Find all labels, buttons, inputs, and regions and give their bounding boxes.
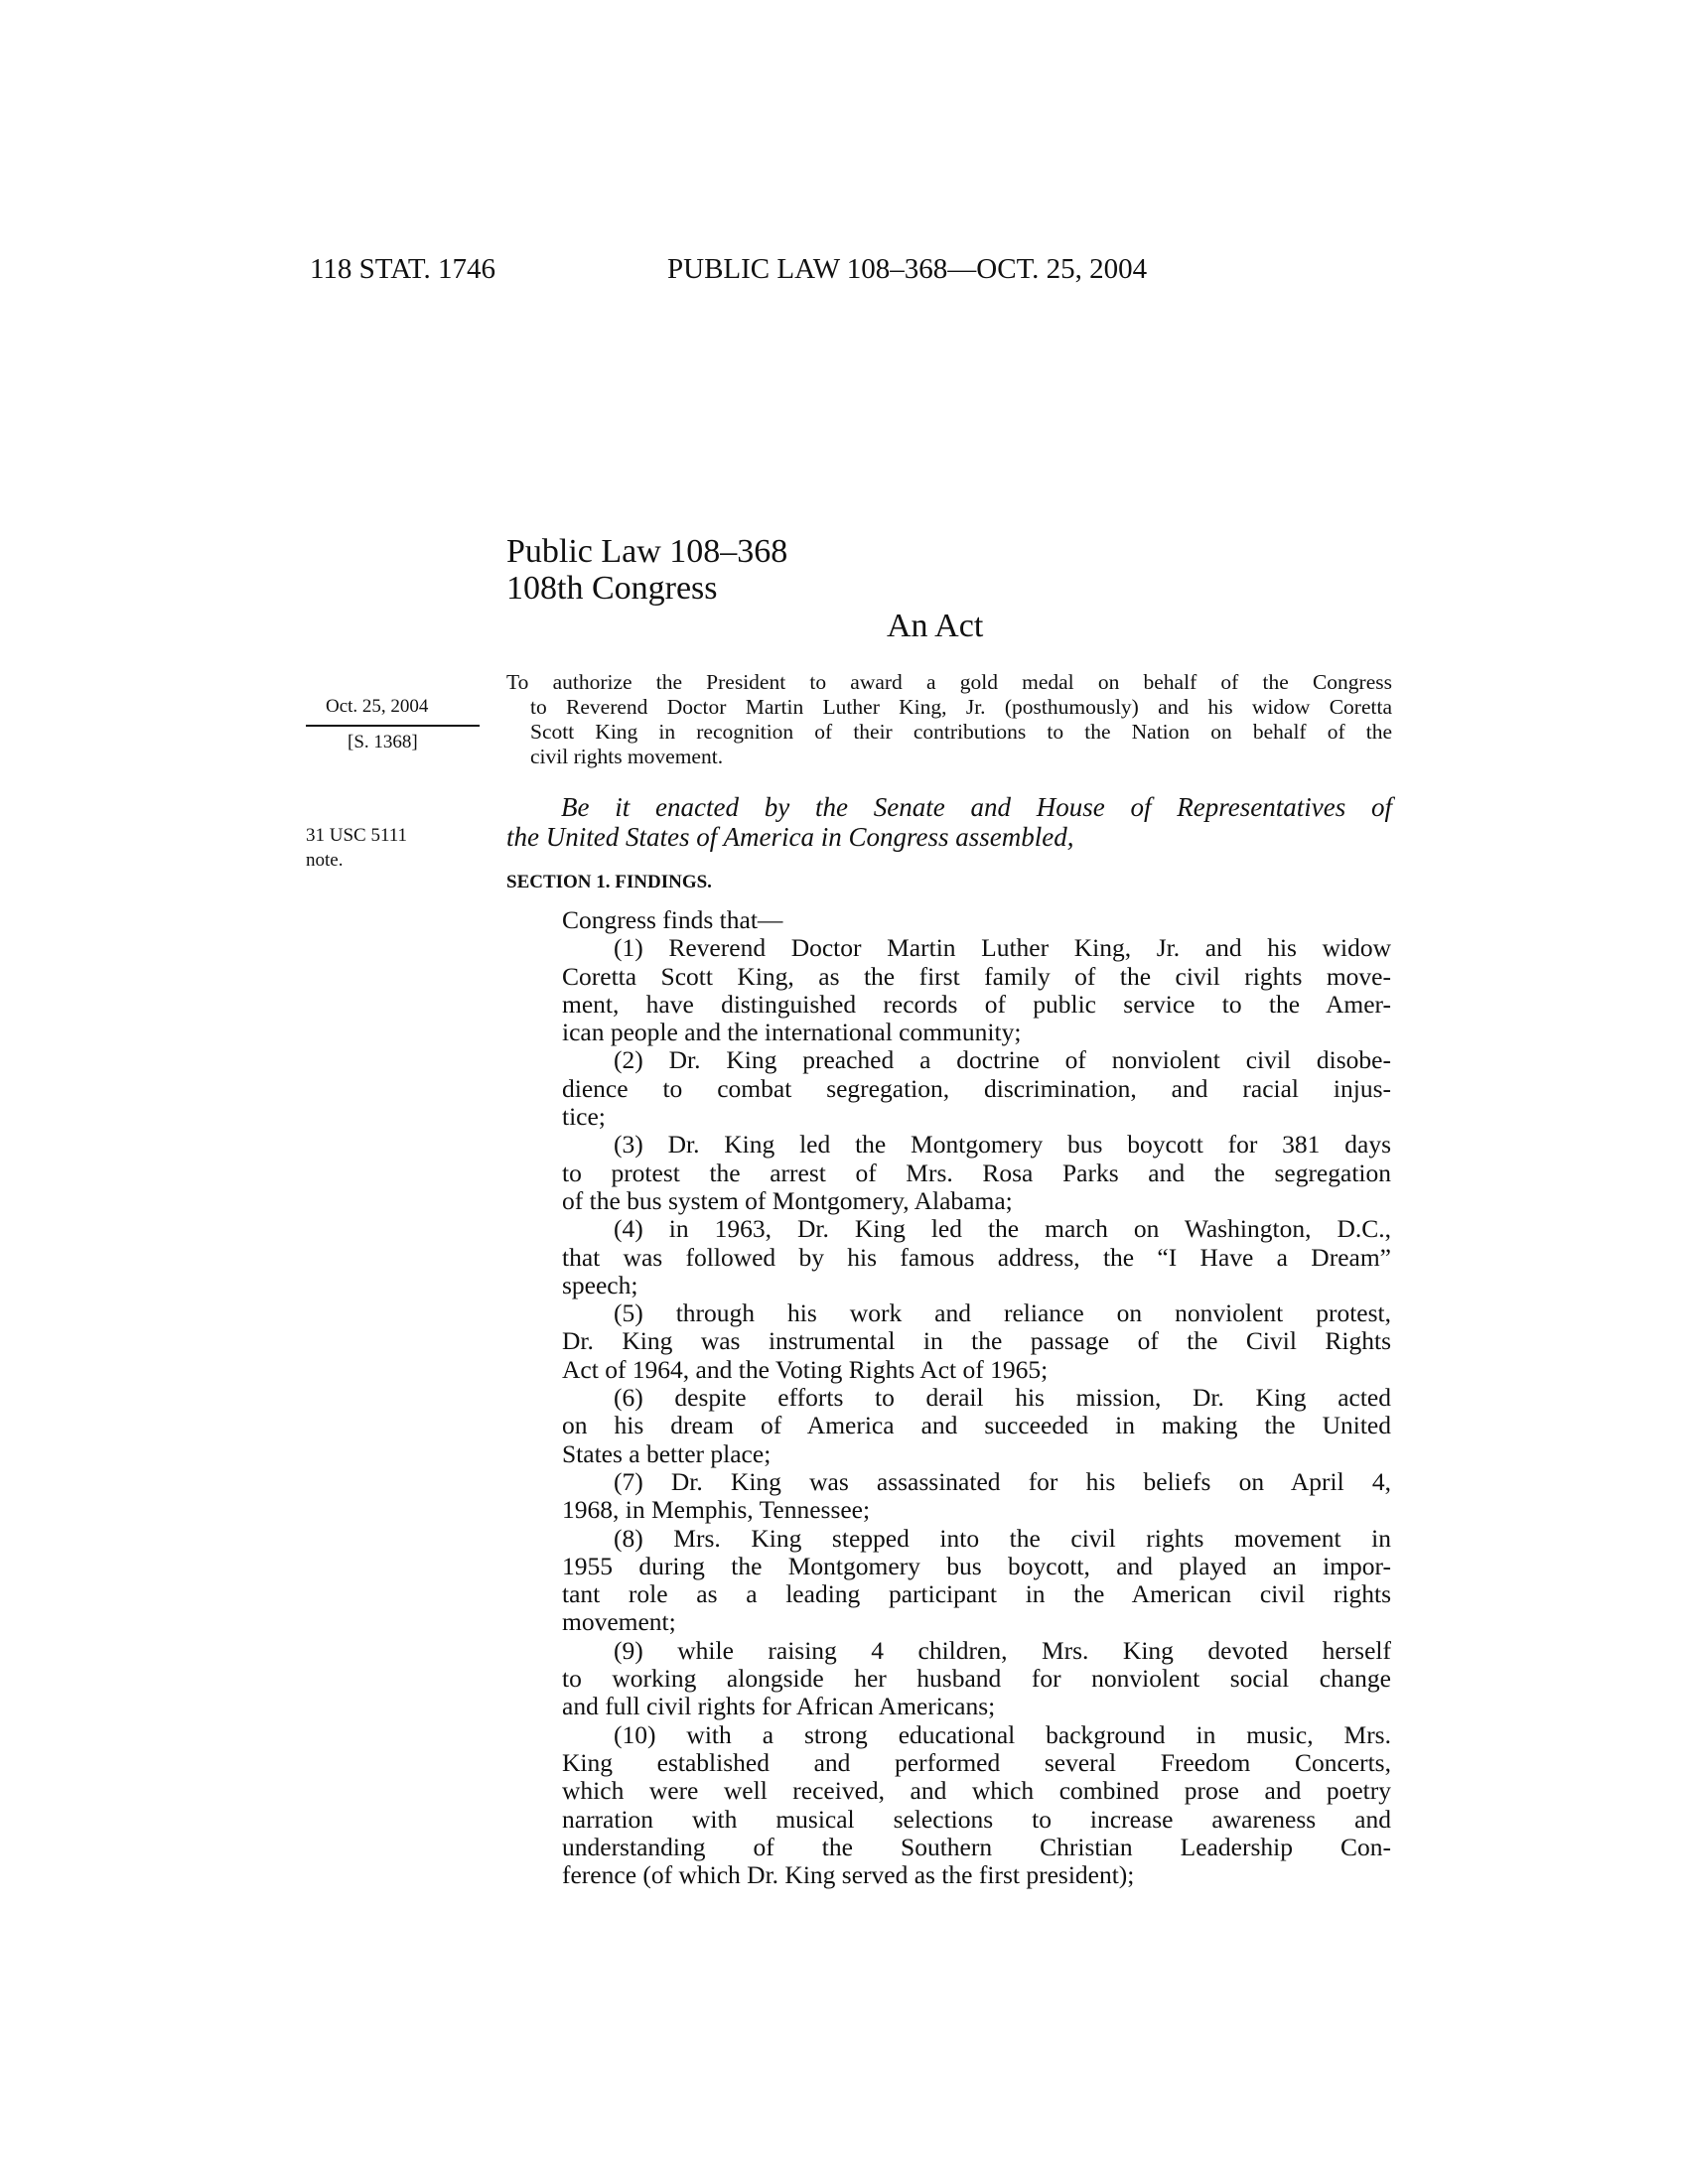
margin-note-bill: [S. 1368] [348, 732, 418, 752]
body-line: (3) Dr. King led the Montgomery bus boycott for 381 days [614, 1130, 1391, 1160]
stat-page-number: 118 STAT. 1746 [310, 253, 495, 285]
findings-body [562, 906, 1391, 1889]
body-line: (2) Dr. King preached a doctrine of nonviolent civil disobe- [614, 1045, 1391, 1075]
body-line: tice; [562, 1102, 606, 1132]
purpose-line: To authorize the President to award a gold medal on behalf of the Congress [506, 670, 1392, 694]
body-line: (1) Reverend Doctor Martin Luther King, Jr. and his widow [614, 933, 1391, 963]
body-line: narration with musical selections to increase awareness and [562, 1804, 1391, 1834]
section-heading: SECTION 1. FINDINGS. [506, 872, 712, 892]
act-heading: An Act [887, 608, 984, 644]
body-line: Coretta Scott King, as the first family of the civil rights move- [562, 961, 1391, 991]
body-line: dience to combat segregation, discrimination, and racial injus- [562, 1073, 1391, 1103]
purpose-line: to Reverend Doctor Martin Luther King, Jr. (posthumously) and his widow Coretta [530, 695, 1392, 719]
body-line: (7) Dr. King was assassinated for his beliefs on April 4, [614, 1466, 1391, 1496]
margin-note-usc: 31 USC 5111 [306, 825, 408, 846]
body-line: (9) while raising 4 children, Mrs. King devoted herself [614, 1635, 1391, 1665]
purpose-line: civil rights movement. [530, 745, 724, 768]
body-line: ference (of which Dr. King served as the first president); [562, 1860, 1135, 1890]
body-line: (5) through his work and reliance on nonviolent protest, [614, 1298, 1391, 1328]
body-line: which were well received, and which combined prose and poetry [562, 1776, 1391, 1806]
body-line: King established and performed several Freedom Concerts, [562, 1747, 1391, 1777]
body-line: to working alongside her husband for nonviolent social change [562, 1664, 1391, 1694]
body-line: ican people and the international community; [562, 1018, 1022, 1047]
body-line: to protest the arrest of Mrs. Rosa Parks and the segregation [562, 1158, 1391, 1187]
body-line: Congress finds that— [562, 905, 783, 934]
public-law-number: Public Law 108–368 [506, 533, 788, 570]
body-line: that was followed by his famous address, the “I Have a Dream” [562, 1242, 1391, 1272]
margin-note-divider [306, 725, 480, 727]
enacting-clause [506, 792, 1392, 852]
body-line: Act of 1964, and the Voting Rights Act of 1965; [562, 1354, 1049, 1384]
body-line: (4) in 1963, Dr. King led the march on Washington, D.C., [614, 1214, 1391, 1244]
congress-number: 108th Congress [506, 570, 718, 607]
body-line: (10) with a strong educational background in music, Mrs. [614, 1719, 1391, 1749]
body-line: and full civil rights for African Americans; [562, 1692, 996, 1721]
body-line: understanding of the Southern Christian Leadership Con- [562, 1832, 1391, 1861]
purpose-line: Scott King in recognition of their contributions to the Nation on behalf of the [530, 720, 1392, 744]
margin-note-date: Oct. 25, 2004 [326, 696, 429, 717]
body-line: movement; [562, 1607, 676, 1637]
body-line: ment, have distinguished records of public service to the Amer- [562, 989, 1391, 1019]
body-line: tant role as a leading participant in the American civil rights [562, 1579, 1391, 1609]
enacting-line: Be it enacted by the Senate and House of Representatives of [561, 792, 1392, 822]
body-line: on his dream of America and succeeded in making the United [562, 1411, 1391, 1440]
act-purpose [506, 670, 1392, 769]
enacting-line: the United States of America in Congress assembled, [506, 822, 1074, 852]
body-line: Dr. King was instrumental in the passage of the Civil Rights [562, 1326, 1391, 1356]
body-line: 1968, in Memphis, Tennessee; [562, 1495, 871, 1525]
body-line: (8) Mrs. King stepped into the civil rights movement in [614, 1523, 1391, 1553]
body-line: speech; [562, 1270, 638, 1299]
body-line: 1955 during the Montgomery bus boycott, and played an impor- [562, 1551, 1391, 1580]
body-line: States a better place; [562, 1438, 772, 1468]
body-line: of the bus system of Montgomery, Alabama; [562, 1185, 1013, 1215]
body-line: (6) despite efforts to derail his mission, Dr. King acted [614, 1383, 1391, 1413]
running-title: PUBLIC LAW 108–368—OCT. 25, 2004 [667, 253, 1148, 285]
margin-note-usc-note: note. [306, 850, 344, 871]
